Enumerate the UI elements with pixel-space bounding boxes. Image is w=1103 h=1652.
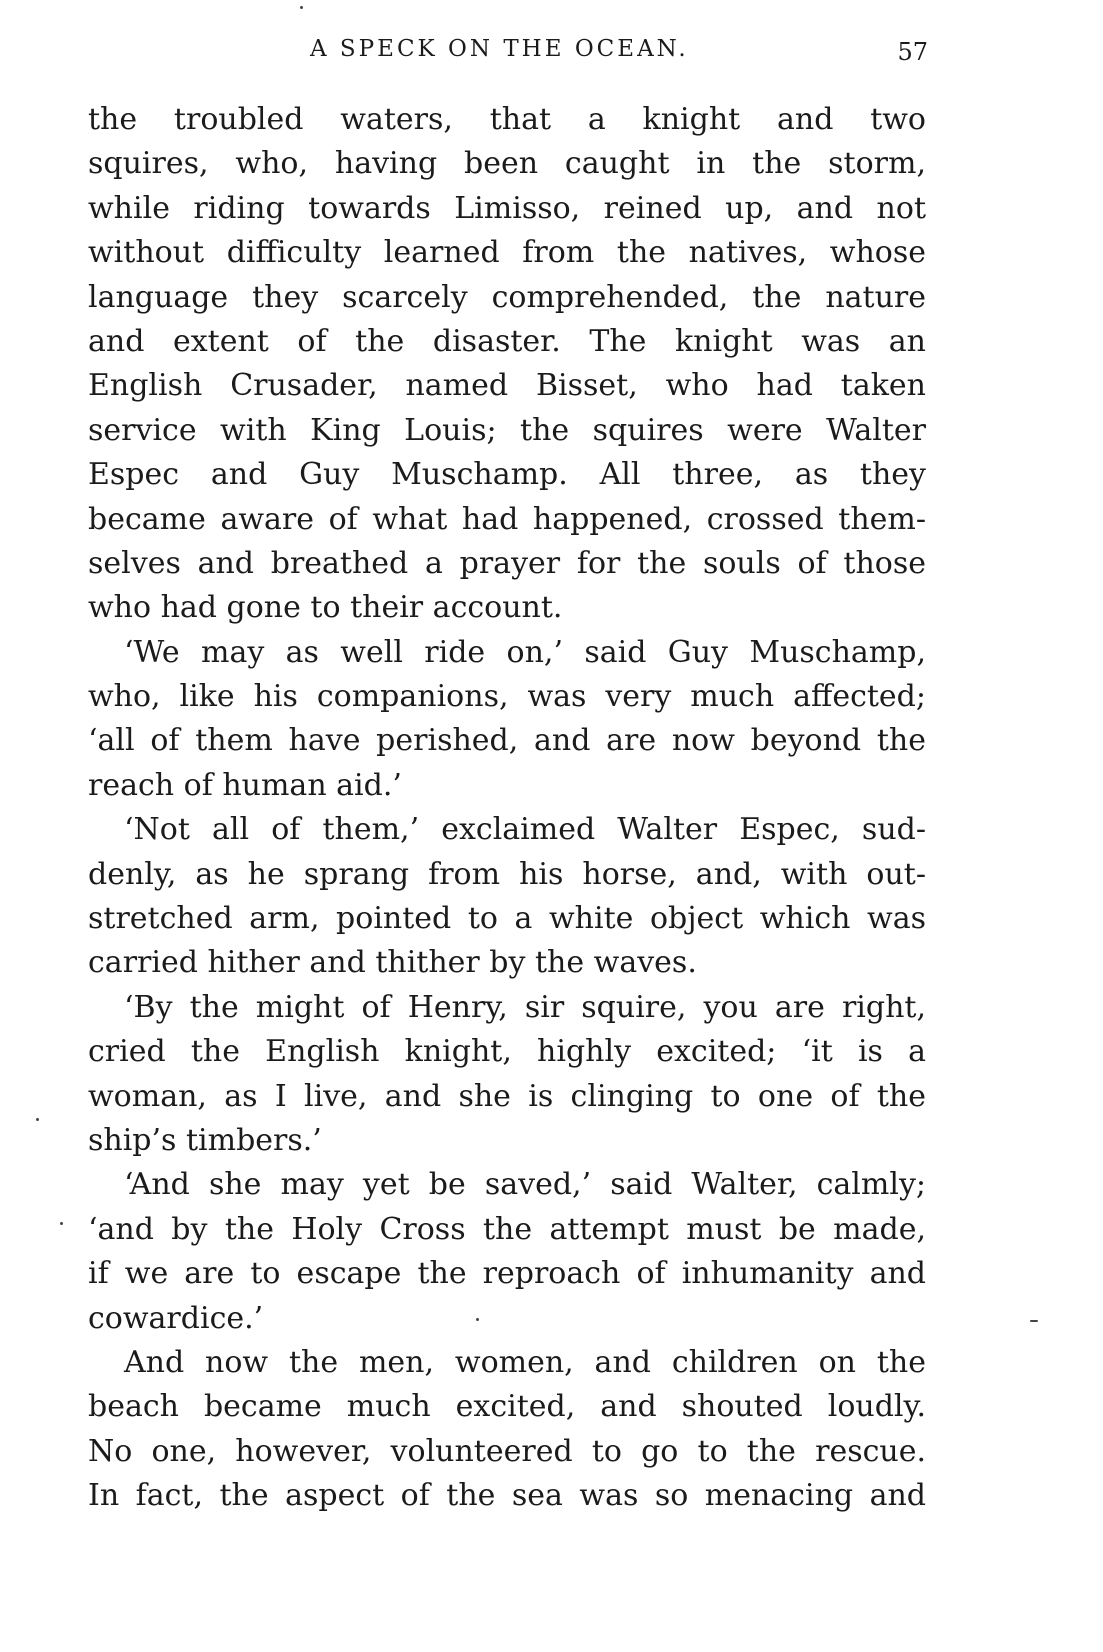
text-line: denly, as he sprang from his horse, and, with out- bbox=[88, 856, 926, 892]
text-line: carried hither and thither by the waves. bbox=[88, 945, 697, 981]
text-line: cowardice.’ bbox=[88, 1300, 264, 1336]
text-line: selves and breathed a prayer for the souls of those bbox=[88, 545, 926, 581]
print-speck bbox=[1030, 1320, 1038, 1322]
text-line: woman, as I live, and she is clinging to one of the bbox=[88, 1078, 926, 1114]
text-line: while riding towards Limisso, reined up, and not bbox=[88, 190, 926, 226]
text-line: cried the English knight, highly excited; ‘it is a bbox=[88, 1034, 926, 1070]
text-line: ship’s timbers.’ bbox=[88, 1122, 322, 1158]
text-line: without difficulty learned from the natives, whose bbox=[88, 235, 926, 271]
text-line: reach of human aid.’ bbox=[88, 767, 402, 803]
text-line: stretched arm, pointed to a white object which was bbox=[88, 901, 926, 937]
running-head bbox=[0, 30, 1103, 70]
text-line: ‘By the might of Henry, sir squire, you are right, bbox=[124, 989, 926, 1025]
page-number: 57 bbox=[897, 38, 928, 66]
text-line: ‘and by the Holy Cross the attempt must be made, bbox=[88, 1211, 926, 1247]
text-line: ‘We may as well ride on,’ said Guy Muschamp, bbox=[124, 634, 926, 670]
text-line: beach became much excited, and shouted loudly. bbox=[88, 1389, 926, 1425]
print-speck bbox=[36, 1118, 39, 1121]
text-line: the troubled waters, that a knight and two bbox=[88, 102, 926, 137]
running-title: A SPECK ON THE OCEAN. bbox=[310, 36, 689, 62]
text-line: who had gone to their account. bbox=[88, 590, 563, 626]
text-line: ‘And she may yet be saved,’ said Walter, calmly; bbox=[124, 1167, 926, 1203]
text-line: English Crusader, named Bisset, who had taken bbox=[88, 368, 926, 404]
text-line: if we are to escape the reproach of inhumanity and bbox=[88, 1256, 926, 1292]
text-line: In fact, the aspect of the sea was so menacing and bbox=[88, 1478, 926, 1514]
text-line: became aware of what had happened, crossed them- bbox=[88, 501, 926, 537]
text-line: ‘all of them have perished, and are now beyond the bbox=[88, 723, 926, 759]
text-line: And now the men, women, and children on the bbox=[124, 1344, 926, 1380]
print-speck bbox=[300, 6, 303, 9]
text-line: service with King Louis; the squires were Walter bbox=[88, 412, 926, 448]
text-line: squires, who, having been caught in the storm, bbox=[88, 146, 926, 182]
text-line: and extent of the disaster. The knight was an bbox=[88, 323, 926, 359]
text-line: ‘Not all of them,’ exclaimed Walter Espec, sud- bbox=[124, 812, 926, 848]
text-line: No one, however, volunteered to go to the rescue. bbox=[88, 1433, 926, 1469]
text-line: language they scarcely comprehended, the nature bbox=[88, 279, 926, 315]
print-speck bbox=[476, 1318, 479, 1321]
print-speck bbox=[60, 1222, 63, 1225]
text-line: who, like his companions, was very much affected; bbox=[88, 679, 926, 715]
text-line: Espec and Guy Muschamp. All three, as they bbox=[88, 457, 926, 493]
body-text bbox=[88, 98, 926, 1519]
